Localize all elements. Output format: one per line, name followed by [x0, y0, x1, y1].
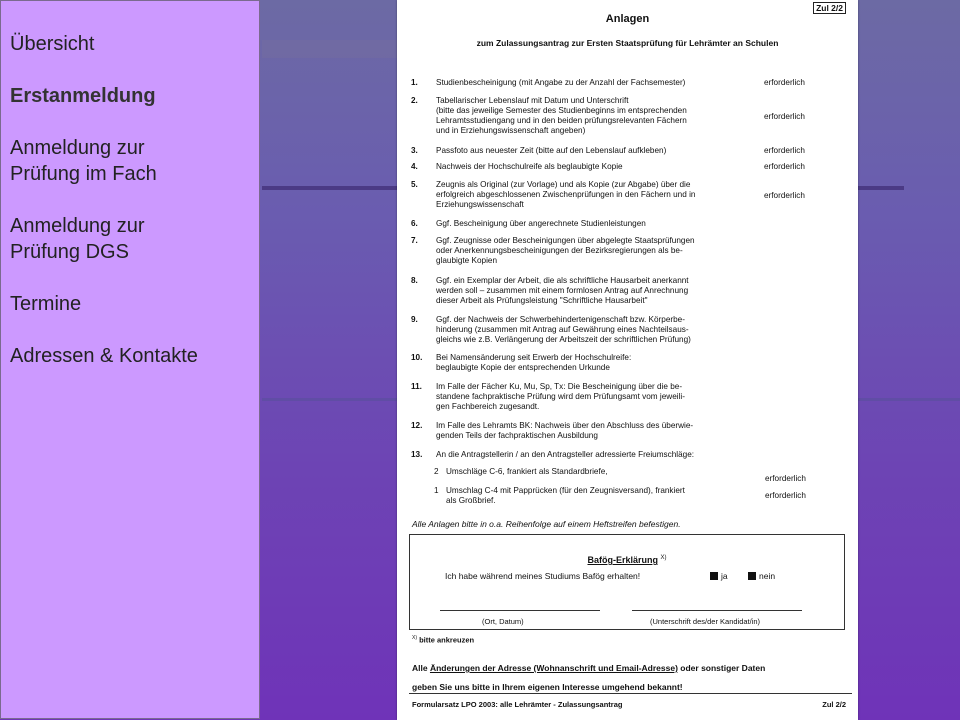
item-number: 13. — [411, 450, 423, 459]
nav-item-uebersicht[interactable]: Übersicht — [10, 33, 95, 55]
signature-label-candidate: (Unterschrift des/der Kandidat/in) — [650, 617, 761, 626]
address-underlined: Änderungen der Adresse (Wohnanschrift und Email-Adresse) — [429, 663, 678, 673]
bafoeg-title-marker: X) — [660, 555, 667, 561]
option-yes-label: ja — [721, 571, 728, 581]
item-number: 6. — [411, 219, 418, 228]
nav-item-erstanmeldung[interactable]: Erstanmeldung — [10, 85, 156, 107]
item-number: 2. — [411, 96, 418, 105]
item-number: 7. — [411, 236, 418, 245]
item-requirement: erforderlich — [764, 162, 805, 171]
checkbox-icon — [748, 572, 756, 580]
footnote — [412, 633, 474, 646]
background-stripe — [262, 186, 402, 190]
nav-item-anmeldung-fach[interactable]: Anmeldung zur Prüfung im Fach — [10, 137, 157, 185]
item-text: Ggf. Zeugnisse oder Bescheinigungen über abgelegte Staatsprüfungen oder Anerkennungsbescheinigungen der Bezirksregierungen als be- glaubigte Kopien — [436, 236, 695, 265]
item-requirement: erforderlich — [764, 191, 805, 200]
signature-label-place: (Ort, Datum) — [482, 617, 524, 626]
item-number: 12. — [411, 421, 423, 430]
checkbox-icon — [710, 572, 718, 580]
signature-line-candidate — [632, 610, 802, 611]
subitem-count: 2 — [434, 467, 439, 476]
item-text: Bei Namensänderung seit Erwerb der Hochschulreife: beglaubigte Kopie der entsprechenden Urkunde — [436, 353, 632, 372]
footer-divider — [409, 693, 852, 694]
bafoeg-declaration-box — [409, 534, 845, 630]
background-band — [262, 40, 402, 58]
item-number: 8. — [411, 276, 418, 285]
item-number: 10. — [411, 353, 423, 362]
subitem-count: 1 — [434, 486, 439, 495]
option-no-label: nein — [759, 571, 776, 581]
item-text: Nachweis der Hochschulreife als beglaubigte Kopie — [436, 162, 623, 171]
item-text: Ggf. der Nachweis der Schwerbehindertenigenschaft bzw. Körperbe- hinderung (zusammen mit Antrag auf Gewährung eines Nachteilsaus- gleichs wie z.B. Verlängerung der Arbeitszeit der schriftlichen Prüfung) — [436, 315, 691, 344]
item-number: 11. — [411, 382, 422, 391]
item-text: Ggf. Bescheinigung über angerechnete Studienleistungen — [436, 219, 646, 228]
address-change-notice — [412, 659, 847, 697]
attachment-note: Alle Anlagen bitte in o.a. Reihenfolge auf einem Heftstreifen befestigen. — [412, 519, 681, 529]
bafoeg-option-yes — [710, 571, 728, 581]
item-number: 1. — [411, 78, 418, 87]
background-stripe — [858, 186, 904, 190]
item-number: 4. — [411, 162, 418, 171]
document-scan — [397, 0, 858, 720]
item-number: 9. — [411, 315, 418, 324]
sidebar-navigation — [0, 0, 260, 719]
nav-item-adressen-kontakte[interactable]: Adressen & Kontakte — [10, 345, 198, 367]
footnote-marker: X) — [412, 635, 417, 641]
item-text: Passfoto aus neuester Zeit (bitte auf den Lebenslauf aufkleben) — [436, 146, 667, 155]
bafoeg-title-text: Bafög-Erklärung — [587, 555, 658, 565]
document-title: Anlagen — [605, 13, 650, 25]
address-rest: oder sonstiger Daten geben Sie uns bitte in Ihrem eigenen Interesse umgehend bekannt! — [412, 663, 766, 692]
item-text: Zeugnis als Original (zur Vorlage) und als Kopie (zur Abgabe) über die erfolgreich abgeschlossenen Zwischenprüfungen in den Fächern und in Erziehungswissenschaft — [436, 180, 696, 209]
item-text: Studienbescheinigung (mit Angabe zu der Anzahl der Fachsemester) — [436, 78, 686, 87]
item-text: Im Falle des Lehramts BK: Nachweis über den Abschluss des überwie- genden Teils der fachpraktischen Ausbildung — [436, 421, 694, 440]
item-requirement: erforderlich — [764, 112, 805, 121]
item-requirement: erforderlich — [764, 78, 805, 87]
bafoeg-question: Ich habe während meines Studiums Bafög erhalten! — [445, 571, 641, 581]
form-code-badge: Zul 2/2 — [813, 2, 846, 14]
item-text: An die Antragstellerin / an den Antragsteller adressierte Freiumschläge: — [436, 450, 695, 459]
signature-line-place — [440, 610, 600, 611]
item-text: Tabellarischer Lebenslauf mit Datum und Unterschrift (bitte das jeweilige Semester des Studienbeginns im entsprechenden Lehramtsstudiengang und in den beiden prüfungsrelevanten Fächern und in Erziehungswissenschaft angeben) — [436, 96, 687, 135]
subitem-text: Umschläge C-6, frankiert als Standardbriefe, — [446, 467, 608, 476]
nav-item-anmeldung-dgs[interactable]: Anmeldung zur Prüfung DGS — [10, 215, 145, 263]
bafoeg-option-no — [748, 571, 775, 581]
form-footer-code: Zul 2/2 — [822, 700, 846, 709]
subitem-text: Umschlag C-4 mit Papprücken (für den Zeugnisversand), frankiert als Großbrief. — [446, 486, 685, 505]
subitem-requirement: erforderlich — [765, 491, 806, 500]
background-stripe — [858, 398, 960, 401]
subitem-requirement: erforderlich — [765, 474, 806, 483]
item-text: Ggf. ein Exemplar der Arbeit, die als schriftliche Hausarbeit anerkannt werden soll – zusammen mit einem formlosen Antrag auf Anrechnung dieser Arbeit als Prüfungsleistung "Schriftliche Hausarbeit" — [436, 276, 689, 305]
item-requirement: erforderlich — [764, 146, 805, 155]
document-subtitle: zum Zulassungsantrag zur Ersten Staatsprüfung für Lehrämter an Schulen — [476, 38, 779, 48]
item-text: Im Falle der Fächer Ku, Mu, Sp, Tx: Die Bescheinigung über die be- standene fachpraktische Prüfung wird dem Prüfungsamt vom jeweili- gen Fachbereich zugesandt. — [436, 382, 685, 411]
item-number: 3. — [411, 146, 418, 155]
background-stripe — [262, 398, 402, 401]
bafoeg-title — [410, 553, 844, 565]
address-prefix: Alle — [412, 663, 430, 673]
footnote-text: bitte ankreuzen — [419, 635, 475, 645]
nav-list — [1, 1, 259, 369]
form-footer-title: Formularsatz LPO 2003: alle Lehrämter - Zulassungsantrag — [412, 700, 623, 709]
nav-item-termine[interactable]: Termine — [10, 293, 82, 315]
item-number: 5. — [411, 180, 418, 189]
